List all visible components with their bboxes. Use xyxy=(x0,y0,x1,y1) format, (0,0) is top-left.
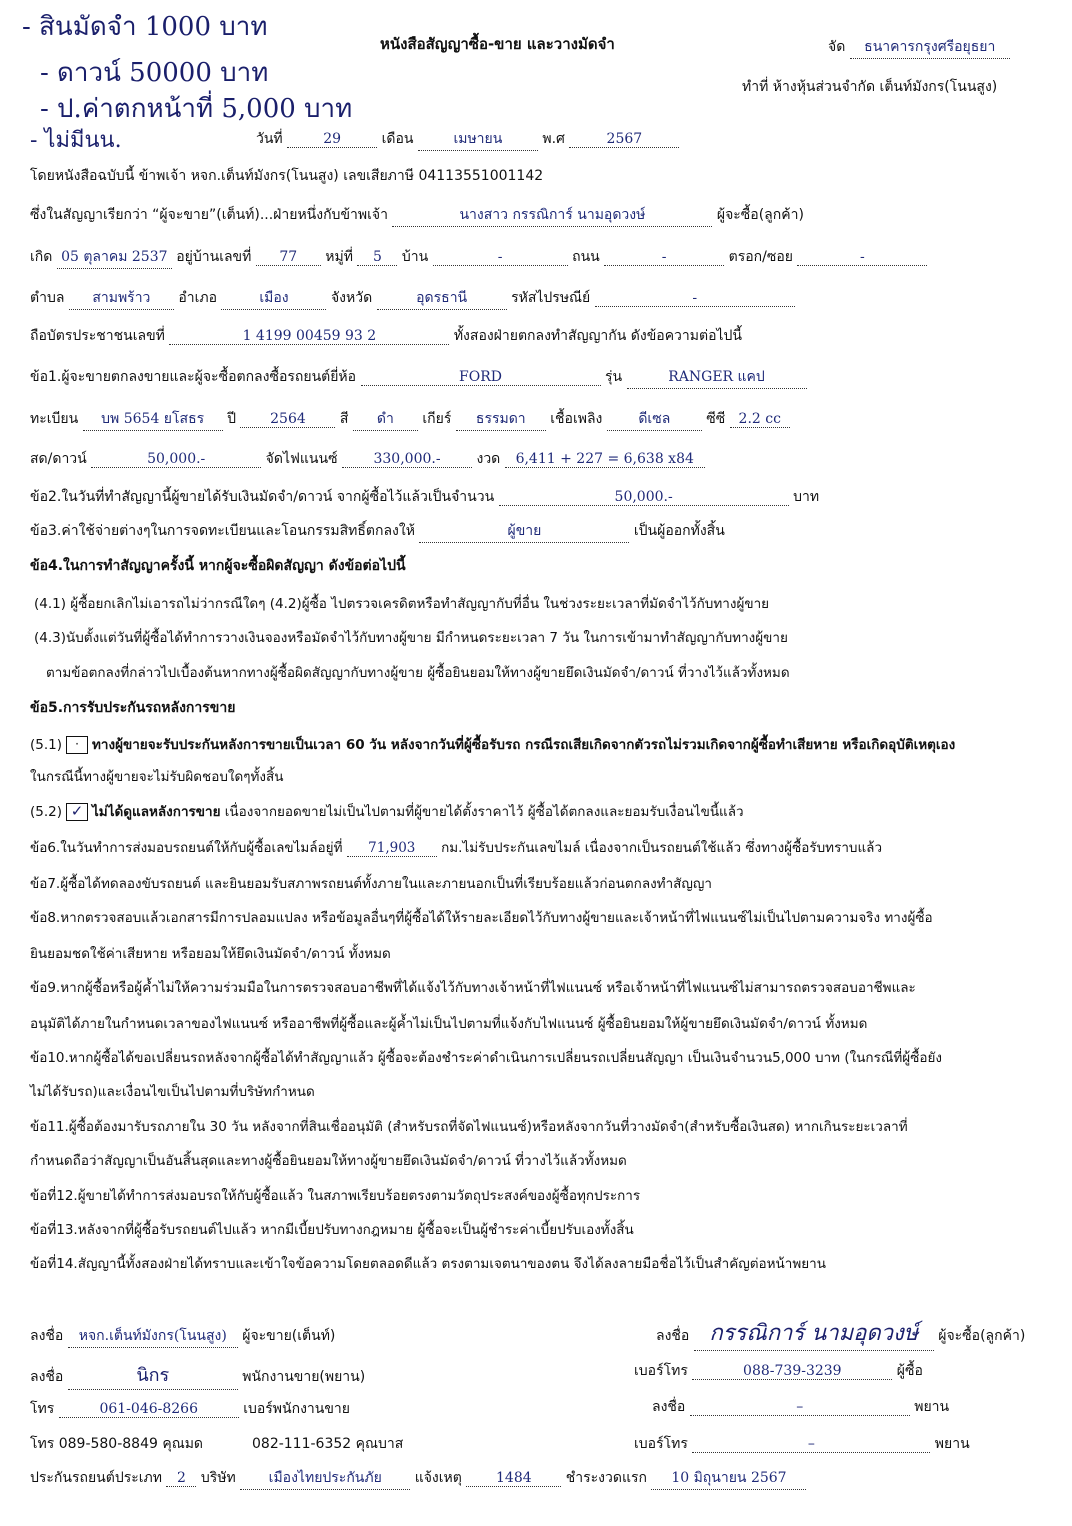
clause-14: ข้อที่14.สัญญานี้ทั้งสองฝ่ายได้ทราบและเข้าใจข้อความโดยตลอดดีแล้ว ตรงตามเจตนาของตน จึงได้ลงลายมือชื่อไว้เป็นสำคัญต่อหน้าพยาน xyxy=(30,1256,826,1272)
handwritten-note-4: - ไม่มีนน. xyxy=(30,128,122,153)
tambon: สามพร้าว xyxy=(69,287,174,310)
transfer-payer: ผู้ขาย xyxy=(419,520,629,543)
buyer-name: นางสาว กรรณิการ์ นามอุดวงษ์ xyxy=(392,204,712,227)
clause-2-line: ข้อ2.ในวันที่ทำสัญญานี้ผู้ขายได้รับเงินมัดจำ/ดาวน์ จากผู้ซื้อไว้แล้วเป็นจำนวน 50,000.- บาท xyxy=(30,489,820,505)
clause-5-1-checkbox: · xyxy=(66,736,88,754)
staff-phone: 061-046-8266 xyxy=(59,1401,239,1418)
car-fuel: ดีเซล xyxy=(607,408,702,431)
clause-4-line-2: (4.3)นับตั้งแต่วันที่ผู้ซื้อได้ทำการวางเงินจองหรือมัดจำไว้กับทางผู้ขาย มีกำหนดระยะเวลา 7 วัน ในการเข้ามาทำสัญญากับทางผู้ขาย xyxy=(34,630,788,646)
buyer-line: ซึ่งในสัญญาเรียกว่า “ผู้จะขาย”(เต็นท์)...ฝ่ายหนึ่งกับข้าพเจ้า นางสาว กรรณิการ์ นามอุดวงษ์ ผู้จะซื้อ(ลูกค้า) xyxy=(30,204,804,227)
road: - xyxy=(604,249,724,266)
seller-name: หจก.เต็นท์มังกร(โนนสูง) xyxy=(68,1325,238,1348)
clause-10-line-2: ไม่ได้รับรถ)และเงื่อนไขเป็นไปตามที่บริษัทกำหนด xyxy=(30,1084,315,1100)
seller-sign-line: ลงชื่อ หจก.เต็นท์มังกร(โนนสูง) ผู้จะขาย(เต็นท์) xyxy=(30,1325,335,1348)
clause-5-2-line: (5.2) ✓ ไม่ได้ดูแลหลังการขาย เนื่องจากยอดขายไม่เป็นไปตามที่ผู้ขายได้ตั้งราคาไว้ ผู้ซื้อได้ตกลงและยอมรับเงื่อนไขนี้แล้ว xyxy=(30,802,744,820)
birth-date: 05 ตุลาคม 2537 xyxy=(57,246,172,269)
province: อุดรธานี xyxy=(377,287,507,310)
place-line: ทำที่ ห้างหุ้นส่วนจำกัด เต็นท์มังกร(โนนสูง) xyxy=(742,79,998,95)
date-line: วันที่ 29 เดือน เมษายน พ.ศ 2567 xyxy=(256,128,679,151)
moo: 5 xyxy=(357,249,397,266)
clause-11-line-1: ข้อ11.ผู้ซื้อต้องมารับรถภายใน 30 วัน หลังจากที่สินเชื่ออนุมัติ (สำหรับรถที่จัดไฟแนนซ์)หรือหลังจากวันที่วางมัดจำ(สำหรับซื้อเงินสด) หากเกินระยะเวลาที่ xyxy=(30,1119,908,1135)
insurance-company: เมืองไทยประกันภัย xyxy=(240,1467,410,1490)
clause-13: ข้อที่13.หลังจากที่ผู้ซื้อรับรถยนต์ไปแล้ว หากมีเบี้ยปรับทางกฎหมาย ผู้ซื้อจะเป็นผู้ชำระค่าเบี้ยปรับเองทั้งสิ้น xyxy=(30,1222,634,1238)
soi: - xyxy=(797,249,927,266)
date-month: เมษายน xyxy=(418,128,538,151)
witness-phone-line: เบอร์โทร – พยาน xyxy=(634,1436,970,1452)
clause-8-line-2: ยินยอมชดใช้ค่าเสียหาย หรือยอมให้ยึดเงินมัดจำ/ดาวน์ ทั้งหมด xyxy=(30,946,391,962)
registration-line: ทะเบียน บพ 5654 ยโสธร ปี 2564 สี ดำ เกียร์ ธรรมดา เชื้อเพลิง ดีเซล ซีซี 2.2 cc xyxy=(30,408,790,431)
car-model: RANGER แคป xyxy=(627,366,807,389)
buyer-phone: 088-739-3239 xyxy=(692,1363,892,1380)
witness-phone: – xyxy=(692,1436,930,1453)
buyer-phone-line: เบอร์โทร 088-739-3239 ผู้ซื้อ xyxy=(634,1363,923,1379)
contact-2: 082-111-6352 คุณบาส xyxy=(252,1436,404,1452)
car-gear: ธรรมดา xyxy=(456,408,546,431)
at-value: ธนาคารกรุงศรีอยุธยา xyxy=(850,36,1010,59)
postcode: - xyxy=(595,290,795,307)
first-payment-date: 10 มิถุนายน 2567 xyxy=(651,1467,806,1490)
car-color: ดำ xyxy=(353,408,418,431)
clause-4-line-3: ตามข้อตกลงที่กล่าวไปเบื้องต้นหากทางผู้ซื้อผิดสัญญากับทางผู้ขาย ผู้ซื้อยินยอมให้ทางผู้ขายยึดเงินมัดจำ/ดาวน์ ที่วางไว้แล้วทั้งหมด xyxy=(46,665,790,681)
clause-7: ข้อ7.ผู้ซื้อได้ทดลองขับรถยนต์ และยินยอมรับสภาพรถยนต์ทั้งภายในและภายนอกเป็นที่เรียบร้อยแล้วก่อนตกลงทำสัญญา xyxy=(30,876,712,892)
finance-amount: 330,000.- xyxy=(342,451,472,468)
seller-line: โดยหนังสือฉบับนี้ ข้าพเจ้า หจก.เต็นท์มังกร(โนนสูง) เลขเสียภาษี 04113551001142 xyxy=(30,168,544,184)
amphoe: เมือง xyxy=(221,287,326,310)
clause-6-line: ข้อ6.ในวันทำการส่งมอบรถยนต์ให้กับผู้ซื้อเลขไมล์อยู่ที่ 71,903 กม.ไม่รับประกันเลขไมล์ เนื่องจากเป็นรถยนต์ใช้แล้ว ซึ่งทางผู้ซื้อรับทราบแล้ว xyxy=(30,840,883,856)
mileage: 71,903 xyxy=(347,840,437,857)
id-number: 1 4199 00459 93 2 xyxy=(169,328,449,345)
car-cc: 2.2 cc xyxy=(730,411,790,428)
birth-address-line: เกิด 05 ตุลาคม 2537 อยู่บ้านเลขที่ 77 หมู่ที่ 5 บ้าน - ถนน - ตรอก/ซอย - xyxy=(30,246,927,269)
clause-5-title: ข้อ5.การรับประกันรถหลังการขาย xyxy=(30,700,236,716)
clause-4-title: ข้อ4.ในการทำสัญญาครั้งนี้ หากผู้จะซื้อผิดสัญญา ดังข้อต่อไปนี้ xyxy=(30,558,406,574)
handwritten-note-3: - ป.ค่าตกหน้าที่ 5,000 บาท xyxy=(40,94,353,124)
document-title: หนังสือสัญญาซื้อ-ขาย และวางมัดจำ xyxy=(380,35,615,53)
clause-4-line-1: (4.1) ผู้ซื้อยกเลิกไม่เอารถไม่ว่ากรณีใดๆ (4.2)ผู้ซื้อ ไปตรวจเครดิตหรือทำสัญญากับที่อื่น ในช่วงระยะเวลาที่มัดจำไว้กับทางผู้ขาย xyxy=(34,596,770,612)
staff-sign-line: ลงชื่อ นิกร พนักงานขาย(พยาน) xyxy=(30,1360,365,1390)
buyer-signature: กรรณิการ์ นามอุดวงษ์ xyxy=(709,1321,919,1346)
car-brand: FORD xyxy=(361,369,601,386)
district-line: ตำบล สามพร้าว อำเภอ เมือง จังหวัด อุดรธานี รหัสไปรษณีย์ - xyxy=(30,287,795,310)
buyer-sign-line: ลงชื่อ กรรณิการ์ นามอุดวงษ์ ผู้จะซื้อ(ลูกค้า) xyxy=(656,1315,1025,1351)
date-day: 29 xyxy=(287,131,377,148)
handwritten-note-1: - สินมัดจำ 1000 บาท xyxy=(22,12,268,42)
car-year: 2564 xyxy=(240,411,335,428)
clause-5-2-checkbox xyxy=(66,803,88,821)
insurance-type: 2 xyxy=(166,1470,196,1487)
insurance-line: ประกันรถยนต์ประเภท 2 บริษัท เมืองไทยประกันภัย แจ้งเหตุ 1484 ชำระงวดแรก 10 มิถุนายน 2567 xyxy=(30,1467,806,1490)
deposit-amount: 50,000.- xyxy=(499,489,789,506)
clause-3-line: ข้อ3.ค่าใช้จ่ายต่างๆในการจดทะเบียนและโอนกรรมสิทธิ์ตกลงให้ ผู้ขาย เป็นผู้ออกทั้งสิ้น xyxy=(30,520,725,543)
date-year: 2567 xyxy=(569,131,679,148)
clause-5-1-line: (5.1) · ทางผู้ขายจะรับประกันหลังการขายเป็นเวลา 60 วัน หลังจากวันที่ผู้ซื้อรับรถ กรณีรถเสียเกิดจากตัวรถไม่รวมเกิดจากผู้ซื้อทำเสียหาย หรือเกิดอุบัติเหตุเอง xyxy=(30,737,956,753)
clause-1-line: ข้อ1.ผู้จะขายตกลงขายและผู้จะซื้อตกลงซื้อรถยนต์ยี่ห้อ FORD รุ่น RANGER แคป xyxy=(30,366,807,389)
car-registration: บพ 5654 ยโสธร xyxy=(83,408,223,431)
clause-11-line-2: กำหนดถือว่าสัญญาเป็นอันสิ้นสุดและทางผู้ซื้อยินยอมให้ทางผู้ขายยึดเงินมัดจำ/ดาวน์ ที่วางไว้แล้วทั้งหมด xyxy=(30,1153,627,1169)
village: - xyxy=(433,249,568,266)
payment-line: สด/ดาวน์ 50,000.- จัดไฟแนนซ์ 330,000.- งวด 6,411 + 227 = 6,638 x84 xyxy=(30,448,705,470)
contact-1: โทร 089-580-8849 คุณมด xyxy=(30,1436,204,1452)
clause-5-1-line-2: ในกรณีนี้ทางผู้ขายจะไม่รับผิดชอบใดๆทั้งสิ้น xyxy=(30,769,284,785)
witness-signature: – xyxy=(690,1399,910,1416)
house-no: 77 xyxy=(256,249,321,266)
id-line: ถือบัตรประชาชนเลขที่ 1 4199 00459 93 2 ทั้งสองฝ่ายตกลงทำสัญญากัน ดังข้อความต่อไปนี้ xyxy=(30,328,743,344)
at-label: จัด xyxy=(828,39,846,55)
clause-9-line-1: ข้อ9.หากผู้ซื้อหรือผู้ค้ำไม่ให้ความร่วมมือในการตรวจสอบอาชีพที่ได้แจ้งไว้กับทางเจ้าหน้าที่ไฟแนนซ์ หรือเจ้าหน้าที่ไฟแนนซ์ไม่สามารถตรวจสอบอาชีพและ xyxy=(30,980,916,996)
staff-signature: นิกร xyxy=(136,1365,170,1386)
witness-sign-line: ลงชื่อ – พยาน xyxy=(652,1399,950,1415)
handwritten-note-2: - ดาวน์ 50000 บาท xyxy=(40,58,269,88)
clause-9-line-2: อนุมัติได้ภายในกำหนดเวลาของไฟแนนซ์ หรืออาชีพที่ผู้ซื้อและผู้ค้ำไม่เป็นไปตามที่แจ้งกับไฟแนนซ์ ผู้ซื้อยินยอมให้ผู้ขายยึดเงินมัดจำ/ดาวน์ ทั้งหมด xyxy=(30,1016,868,1032)
clause-12: ข้อที่12.ผู้ขายได้ทำการส่งมอบรถให้กับผู้ซื้อแล้ว ในสภาพเรียบร้อยตรงตามวัตถุประสงค์ของผู้ซื้อทุกประการ xyxy=(30,1188,641,1204)
clause-8-line-1: ข้อ8.หากตรวจสอบแล้วเอกสารมีการปลอมแปลง หรือข้อมูลอื่นๆที่ผู้ซื้อได้ให้รายละเอียดไว้กับทางผู้ขายและเจ้าหน้าที่ไฟแนนซ์ไม่เป็นไปตามความจริง ทางผู้ซื้อ xyxy=(30,910,933,926)
insurance-notify: 1484 xyxy=(466,1470,561,1487)
down-payment: 50,000.- xyxy=(91,451,261,468)
clause-10-line-1: ข้อ10.หากผู้ซื้อได้ขอเปลี่ยนรถหลังจากผู้ซื้อได้ทำสัญญาแล้ว ผู้ซื้อจะต้องชำระค่าดำเนินการเปลี่ยนรถเปลี่ยนสัญญา เป็นเงินจำนวน5,000 บาท (ในกรณีที่ผู้ซื้อยัง xyxy=(30,1050,942,1066)
check-mark-icon: ✓ xyxy=(70,802,84,820)
installment: 6,411 + 227 = 6,638 x84 xyxy=(505,451,705,468)
staff-phone-line: โทร 061-046-8266 เบอร์พนักงานขาย xyxy=(30,1401,350,1417)
